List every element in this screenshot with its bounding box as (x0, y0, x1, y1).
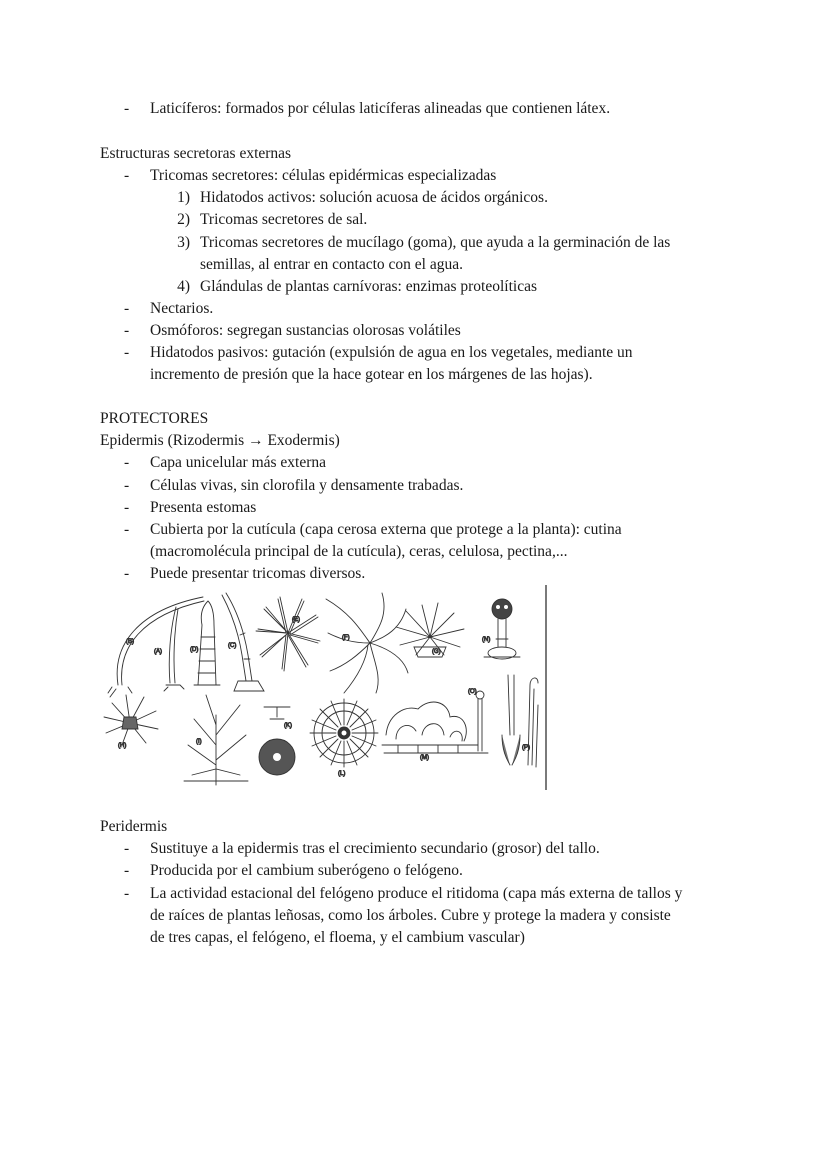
numbered-item-2: Tricomas secretores de sal. (200, 211, 368, 228)
epidermis-item-2: Células vivas, sin clorofila y densamente trabadas. (150, 477, 464, 494)
bullet-dash: - (124, 521, 130, 538)
peridermis-item-3-line-1: La actividad estacional del felógeno produce el ritidoma (capa más externa de tallos y (150, 885, 683, 902)
epidermis-item-3: Presenta estomas (150, 499, 257, 516)
trichome-f-drawing (326, 593, 408, 693)
bullet-dash: - (124, 322, 130, 339)
peridermis-item-1: Sustituye a la epidermis tras el crecimiento secundario (grosor) del tallo. (150, 840, 600, 857)
bullet-dash: - (124, 862, 130, 879)
bullet-dash: - (124, 565, 130, 582)
trichome-n-drawing (484, 599, 520, 659)
nectarios-text: Nectarios. (150, 300, 214, 317)
epidermis-item-4-line-1: Cubierta por la cutícula (capa cerosa externa que protege a la planta): cutina (150, 521, 622, 538)
label-n: (N) (482, 637, 491, 643)
bullet-dash: - (124, 499, 130, 516)
trichome-d-drawing (194, 601, 220, 685)
trichome-o-drawing (472, 691, 488, 753)
bullet-dash: - (124, 100, 130, 117)
list-number: 1) (177, 189, 190, 206)
label-l: (L) (338, 771, 346, 777)
list-number: 3) (177, 234, 190, 251)
bullet-dash: - (124, 885, 130, 902)
trichome-k-drawing (259, 707, 295, 775)
protectores-heading: PROTECTORES (100, 410, 209, 427)
trichome-c-drawing (222, 593, 264, 691)
label-b: (B) (126, 639, 134, 645)
trichome-i-drawing (184, 695, 248, 785)
list-number: 2) (177, 211, 190, 228)
peridermis-item-3-line-2: de raíces de plantas leñosas, como los árboles. Cubre y protege la madera y consiste (150, 907, 671, 924)
epidermis-heading: Epidermis (Rizodermis → Exodermis) (100, 432, 340, 449)
bullet-dash: - (124, 167, 130, 184)
trichome-m-drawing (382, 702, 482, 753)
peridermis-item-2: Producida por el cambium suberógeno o felógeno. (150, 862, 463, 879)
label-m: (M) (420, 755, 429, 761)
osmoforos-text: Osmóforos: segregan sustancias olorosas volátiles (150, 322, 461, 339)
trichome-p-drawing (502, 675, 538, 767)
label-g: (G) (432, 649, 441, 655)
bullet-dash: - (124, 454, 130, 471)
numbered-item-1: Hidatodos activos: solución acuosa de ácidos orgánicos. (200, 189, 548, 206)
laticiferos-text: Laticíferos: formados por células laticíferas alineadas que contienen látex. (150, 100, 611, 117)
numbered-item-3-line-2: semillas, al entrar en contacto con el agua. (200, 256, 463, 273)
label-d: (D) (190, 647, 199, 653)
numbered-item-3-line-1: Tricomas secretores de mucílago (goma), que ayuda a la germinación de las (200, 234, 671, 251)
hidatodos-pasivos-line-2: incremento de presión que la hace gotear en los márgenes de las hojas). (150, 366, 593, 383)
label-c: (C) (228, 643, 237, 649)
trichome-h-drawing (104, 695, 158, 745)
trichome-a-drawing (164, 607, 184, 691)
numbered-item-4: Glándulas de plantas carnívoras: enzimas proteolíticas (200, 278, 538, 295)
label-f: (F) (342, 635, 350, 641)
bullet-dash: - (124, 840, 130, 857)
bullet-dash: - (124, 300, 130, 317)
epidermis-item-4-line-2: (macromolécula principal de la cutícula), ceras, celulosa, pectina,... (150, 543, 568, 560)
label-e: (E) (292, 617, 300, 623)
trichomes-figure (98, 585, 550, 790)
epidermis-item-5: Puede presentar tricomas diversos. (150, 565, 366, 582)
trichome-g-drawing (396, 603, 464, 657)
label-a: (A) (154, 649, 162, 655)
epidermis-item-1: Capa unicelular más externa (150, 454, 327, 471)
peridermis-heading: Peridermis (100, 818, 168, 835)
trichome-e-drawing (256, 597, 320, 671)
peridermis-item-3-line-3: de tres capas, el felógeno, el floema, y el cambium vascular) (150, 929, 525, 946)
trichome-l-drawing (310, 699, 378, 767)
label-k: (K) (284, 723, 292, 729)
externas-heading: Estructuras secretoras externas (100, 145, 292, 162)
label-i: (I) (196, 739, 202, 745)
tricomas-secretores-text: Tricomas secretores: células epidérmicas especializadas (150, 167, 497, 184)
label-o: (O) (468, 689, 477, 695)
list-number: 4) (177, 278, 190, 295)
bullet-dash: - (124, 477, 130, 494)
bullet-dash: - (124, 344, 130, 361)
hidatodos-pasivos-line-1: Hidatodos pasivos: gutación (expulsión de agua en los vegetales, mediante un (150, 344, 633, 361)
label-h: (H) (118, 743, 127, 749)
label-p: (P) (522, 745, 530, 751)
